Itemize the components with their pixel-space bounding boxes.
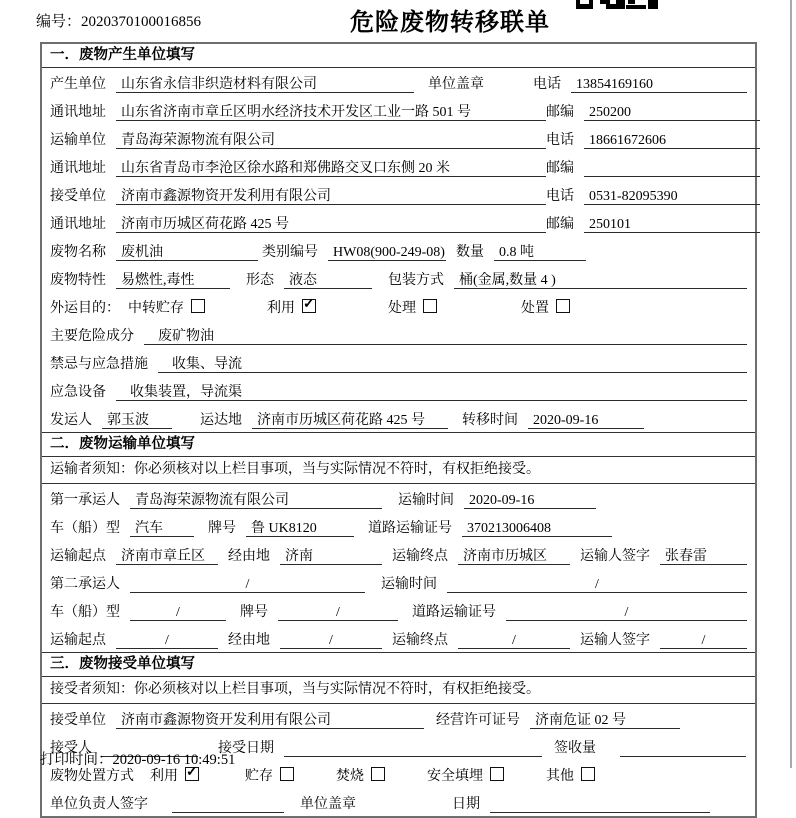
manager-sign-row — [42, 788, 755, 816]
purpose-dispose-checkbox-icon — [556, 299, 570, 313]
emergency-equipment-label: 应急设备 — [50, 385, 106, 400]
accept-unit-label: 接受单位 — [50, 713, 106, 728]
disposal-incinerate-checkbox-icon — [371, 767, 385, 781]
hazard-component-row — [42, 320, 755, 348]
hazard-component-field: 废矿物油 — [144, 328, 747, 345]
disposal-option-other — [546, 765, 595, 785]
purpose-option-dispose-label: 处置 — [521, 301, 549, 316]
sign2-field: / — [660, 632, 747, 649]
disposal-option-incinerate-label: 焚烧 — [336, 769, 364, 784]
receiver-tel-field: 0531-82095390 — [584, 188, 760, 205]
category-code-field: HW08(900-249-08) — [328, 244, 446, 261]
transporter-post-field — [584, 160, 760, 177]
transport-time1-field: 2020-09-16 — [464, 492, 596, 509]
plate2-field: / — [278, 604, 398, 621]
purpose-treat-checkbox-icon — [423, 299, 437, 313]
purpose-option-storage-label: 中转贮存 — [128, 301, 184, 316]
purpose-utilize-checkbox-icon — [302, 299, 316, 313]
qr-code-fragment-icon — [576, 0, 660, 9]
receiver-unit-row — [42, 180, 755, 208]
section3-header: 三．废物接受单位填写 — [42, 652, 755, 677]
origin2-label: 运输起点 — [50, 633, 106, 648]
purpose-option-storage — [128, 297, 205, 317]
producer-tel-label: 电话 — [533, 77, 561, 92]
waste-name-field: 废机油 — [116, 244, 258, 261]
purpose-storage-checkbox-icon — [191, 299, 205, 313]
accept-date-label: 接受日期 — [218, 741, 274, 756]
serial-number-line — [36, 10, 201, 31]
quantity-field: 0.8 吨 — [494, 244, 586, 261]
emergency-measures-label: 禁忌与应急措施 — [50, 357, 148, 372]
transporter-address-row — [42, 152, 755, 180]
first-carrier-row — [42, 484, 755, 512]
producer-address-row — [42, 96, 755, 124]
waste-trait-row — [42, 264, 755, 292]
receiver-address-row — [42, 208, 755, 236]
end1-label: 运输终点 — [392, 549, 448, 564]
shipper-field: 郭玉波 — [102, 412, 172, 429]
disposal-option-incinerate — [336, 765, 385, 785]
vehicle2-row — [42, 596, 755, 624]
receiver-post-label: 邮编 — [546, 217, 574, 232]
producer-unit-field: 山东省永信非织造材料有限公司 — [116, 76, 414, 93]
print-time-label: 打印时间： — [40, 752, 113, 768]
via1-field: 济南 — [280, 548, 382, 565]
waste-name-row — [42, 236, 755, 264]
serial-number: 2020370100016856 — [81, 14, 202, 30]
purpose-option-treat-label: 处理 — [388, 301, 416, 316]
unit-seal2-label: 单位盖章 — [300, 797, 356, 812]
transporter-unit-row — [42, 124, 755, 152]
print-time: 2020-09-16 10:49:51 — [112, 752, 236, 768]
second-carrier-label: 第二承运人 — [50, 577, 120, 592]
second-carrier-field: / — [130, 576, 365, 593]
transporter-tel-field: 18661672606 — [584, 132, 760, 149]
receiver-address-label: 通讯地址 — [50, 217, 106, 232]
transfer-time-field: 2020-09-16 — [528, 412, 644, 429]
sign2-label: 运输人签字 — [580, 633, 650, 648]
serial-number-label: 编号： — [36, 14, 82, 30]
end2-field: / — [458, 632, 570, 649]
shipper-label: 发运人 — [50, 413, 92, 428]
page-title: 危险废物转移联单 — [350, 9, 550, 36]
disposal-option-store — [245, 765, 294, 785]
destination-label: 运达地 — [200, 413, 242, 428]
origin1-field: 济南市章丘区 — [116, 548, 218, 565]
form-field: 液态 — [284, 272, 372, 289]
vehicle-type2-label: 车（船）型 — [50, 605, 120, 620]
page-edge-line — [790, 0, 792, 768]
emergency-equipment-field: 收集装置，导流渠 — [116, 384, 747, 401]
producer-post-label: 邮编 — [546, 105, 574, 120]
transfer-purpose-row — [42, 292, 755, 320]
transport-time2-field: / — [447, 576, 747, 593]
accept-unit-row — [42, 704, 755, 732]
manifest-form-table — [40, 42, 757, 818]
via1-label: 经由地 — [228, 549, 270, 564]
origin1-label: 运输起点 — [50, 549, 106, 564]
sign1-field: 张春雷 — [660, 548, 747, 565]
disposal-option-store-label: 贮存 — [245, 769, 273, 784]
purpose-option-utilize-label: 利用 — [267, 301, 295, 316]
emergency-measures-row — [42, 348, 755, 376]
emergency-equipment-row — [42, 376, 755, 404]
received-qty-label: 签收量 — [554, 741, 596, 756]
license-label: 经营许可证号 — [436, 713, 520, 728]
print-time-line — [40, 748, 235, 769]
transporter-notice: 运输者须知：你必须核对以上栏目事项，当与实际情况不符时，有权拒绝接受。 — [42, 457, 755, 484]
quantity-label: 数量 — [456, 245, 484, 260]
transport-time2-label: 运输时间 — [381, 577, 437, 592]
received-qty-field — [620, 740, 746, 757]
disposal-option-landfill — [427, 765, 504, 785]
disposal-method-label: 废物处置方式 — [50, 769, 134, 784]
second-carrier-row — [42, 568, 755, 596]
disposal-utilize-checkbox-icon — [185, 767, 199, 781]
transfer-purpose-label: 外运目的： — [50, 301, 120, 316]
first-carrier-field: 青岛海荣源物流有限公司 — [130, 492, 382, 509]
disposal-option-landfill-label: 安全填埋 — [427, 769, 483, 784]
receiver-address-field: 济南市历城区荷花路 425 号 — [116, 216, 546, 233]
receiver-unit-field: 济南市鑫源物资开发利用有限公司 — [116, 188, 546, 205]
transfer-time-label: 转移时间 — [462, 413, 518, 428]
producer-address-label: 通讯地址 — [50, 105, 106, 120]
packing-field: 桶(金属,数量 4 ) — [454, 272, 747, 289]
producer-unit-row — [42, 68, 755, 96]
plate2-label: 牌号 — [240, 605, 268, 620]
disposal-landfill-checkbox-icon — [490, 767, 504, 781]
vehicle-type1-field: 汽车 — [130, 520, 194, 537]
purpose-option-treat — [388, 297, 437, 317]
destination-field: 济南市历城区荷花路 425 号 — [252, 412, 448, 429]
transporter-unit-field: 青岛海荣源物流有限公司 — [116, 132, 546, 149]
receiver-tel-label: 电话 — [546, 189, 574, 204]
section1-header: 一．废物产生单位填写 — [42, 44, 755, 68]
road-permit2-label: 道路运输证号 — [412, 605, 496, 620]
sign1-label: 运输人签字 — [580, 549, 650, 564]
disposal-option-utilize-label: 利用 — [150, 769, 178, 784]
producer-unit-label: 产生单位 — [50, 77, 106, 92]
route2-row — [42, 624, 755, 652]
disposal-option-other-label: 其他 — [546, 769, 574, 784]
receiver-notice: 接受者须知：你必须核对以上栏目事项，当与实际情况不符时，有权拒绝接受。 — [42, 677, 755, 704]
transporter-tel-label: 电话 — [546, 133, 574, 148]
manager-sign-label: 单位负责人签字 — [50, 797, 148, 812]
category-code-label: 类别编号 — [262, 245, 318, 260]
route1-row — [42, 540, 755, 568]
vehicle-type1-label: 车（船）型 — [50, 521, 120, 536]
transport-time1-label: 运输时间 — [398, 493, 454, 508]
seal-date-field — [490, 796, 710, 813]
purpose-option-utilize — [267, 297, 316, 317]
via2-field: / — [280, 632, 382, 649]
unit-seal-label: 单位盖章 — [428, 77, 484, 92]
shipper-row — [42, 404, 755, 432]
via2-label: 经由地 — [228, 633, 270, 648]
end2-label: 运输终点 — [392, 633, 448, 648]
purpose-option-dispose — [521, 297, 570, 317]
accept-unit-field: 济南市鑫源物资开发利用有限公司 — [116, 712, 424, 729]
first-carrier-label: 第一承运人 — [50, 493, 120, 508]
vehicle1-row — [42, 512, 755, 540]
transporter-address-field: 山东省青岛市李沧区徐水路和郑佛路交叉口东侧 20 米 — [116, 160, 546, 177]
plate1-field: 鲁 UK8120 — [246, 520, 354, 537]
producer-tel-field: 13854169160 — [571, 76, 747, 93]
seal-date-label: 日期 — [452, 797, 480, 812]
license-field: 济南危证 02 号 — [530, 712, 680, 729]
waste-name-label: 废物名称 — [50, 245, 106, 260]
emergency-measures-field: 收集、导流 — [158, 356, 747, 373]
hazard-component-label: 主要危险成分 — [50, 329, 134, 344]
manager-sign-field — [172, 796, 284, 813]
transporter-post-label: 邮编 — [546, 161, 574, 176]
receiver-post-field: 250101 — [584, 216, 760, 233]
producer-post-field: 250200 — [584, 104, 760, 121]
waste-trait-field: 易燃性,毒性 — [116, 272, 230, 289]
road-permit1-label: 道路运输证号 — [368, 521, 452, 536]
plate1-label: 牌号 — [208, 521, 236, 536]
producer-address-field: 山东省济南市章丘区明水经济技术开发区工业一路 501 号 — [116, 104, 546, 121]
packing-label: 包装方式 — [388, 273, 444, 288]
form-label: 形态 — [246, 273, 274, 288]
vehicle-type2-field: / — [130, 604, 226, 621]
accept-person-label: 接受人 — [50, 741, 92, 756]
origin2-field: / — [116, 632, 218, 649]
accept-date-field — [284, 740, 542, 757]
road-permit1-field: 370213006408 — [462, 520, 612, 537]
road-permit2-field: / — [506, 604, 747, 621]
transporter-unit-label: 运输单位 — [50, 133, 106, 148]
receiver-unit-label: 接受单位 — [50, 189, 106, 204]
section2-header: 二．废物运输单位填写 — [42, 432, 755, 457]
waste-trait-label: 废物特性 — [50, 273, 106, 288]
transporter-address-label: 通讯地址 — [50, 161, 106, 176]
disposal-store-checkbox-icon — [280, 767, 294, 781]
end1-field: 济南市历城区 — [458, 548, 570, 565]
disposal-other-checkbox-icon — [581, 767, 595, 781]
